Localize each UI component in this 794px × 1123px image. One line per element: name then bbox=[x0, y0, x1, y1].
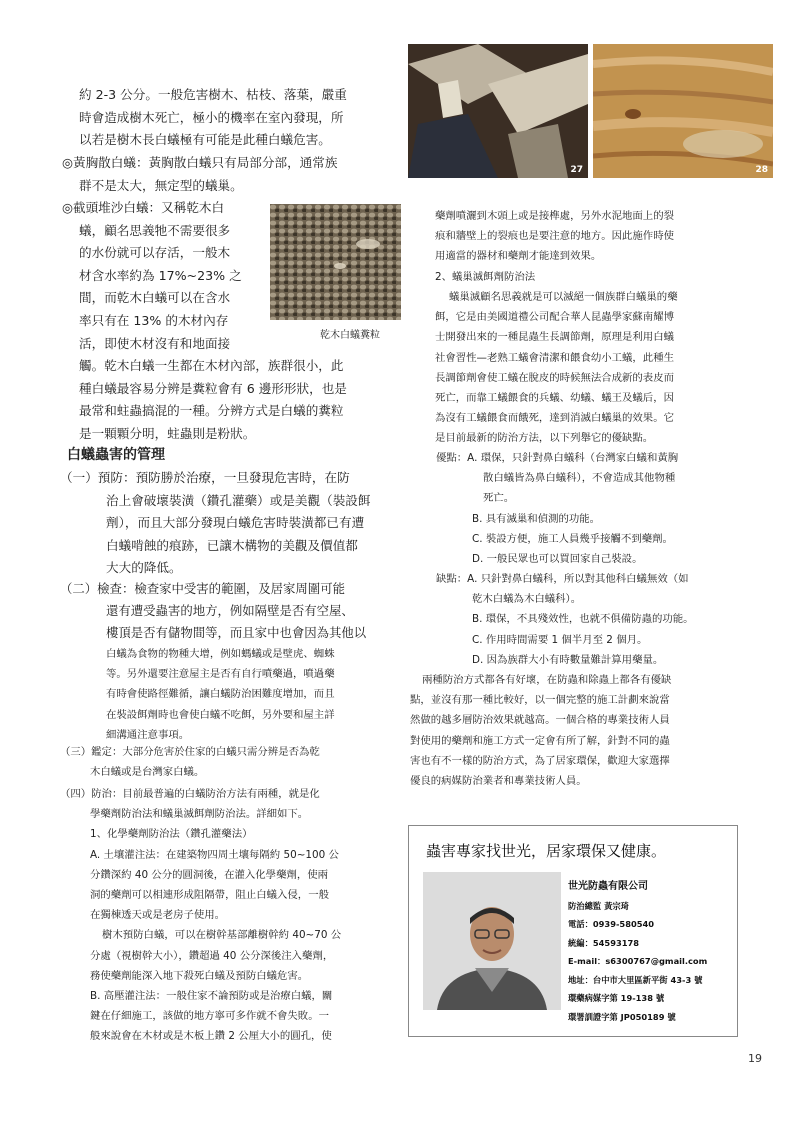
company-info bbox=[568, 878, 734, 1026]
text-line: 觸。乾木白蟻一生都在木材內部，族群很小，此 bbox=[79, 358, 344, 374]
advantages-list bbox=[436, 448, 746, 569]
text-line: （三）鑑定：大部分危害於住家的白蟻只需分辨是否為乾 bbox=[60, 746, 320, 758]
text-line: 社會習性—老熟工蟻會清潔和餵食幼小工蟻，此種生 bbox=[435, 351, 674, 364]
intro-paragraph bbox=[79, 84, 399, 152]
photo-number: 27 bbox=[570, 165, 583, 175]
text-line: 優良的病媒防治業者和專業技術人員。 bbox=[410, 775, 587, 788]
page-number: 19 bbox=[748, 1052, 762, 1065]
text-line: 以若是樹木長白蟻極有可能是此種白蟻危害。 bbox=[79, 132, 331, 148]
text-line: 大大的降低。 bbox=[106, 560, 182, 576]
text-line: （四）防治：目前最普遍的白蟻防治方法有兩種，就是化 bbox=[60, 788, 320, 800]
text-line: 最常和蛀蟲搞混的一種。分辨方式是白蟻的糞粒 bbox=[79, 403, 344, 419]
text-line: 白蟻為食物的物種大增，例如螞蟻或是壁虎、蜘蛛 bbox=[106, 648, 335, 660]
summary-paragraph bbox=[410, 670, 750, 791]
text-line: 學藥劑防治法和蟻巢滅餌劑防治法。詳細如下。 bbox=[90, 808, 309, 821]
text-line: 蟻巢滅顧名思義就是可以滅絕一個族群白蟻巢的藥 bbox=[449, 291, 678, 303]
tax-id: 統編：54593178 bbox=[568, 937, 640, 948]
text-line: 對使用的藥劑和施工方式一定會有所了解，針對不同的蟲 bbox=[410, 734, 670, 747]
email-address: E-mail：s6300767@gmail.com bbox=[568, 956, 708, 966]
inspection-paragraph bbox=[60, 578, 396, 645]
bait-method-title: 2、蟻巢滅餌劑防治法 bbox=[435, 270, 536, 283]
identification-paragraph bbox=[60, 742, 400, 782]
bait-paragraph bbox=[435, 287, 745, 449]
text-line: C. 作用時間需要 1 個半月至 2 個月。 bbox=[472, 633, 648, 646]
text-line: 長調節劑會使工蟻在脫皮的時候無法合成新的表皮而 bbox=[435, 371, 674, 384]
text-line: 還有遭受蟲害的地方，例如隔壁是否有空屋、 bbox=[106, 603, 354, 619]
text-line: 死亡。 bbox=[483, 492, 515, 505]
text-line: 分處（視樹幹大小），鑽超過 40 公分深後注入藥劑， bbox=[90, 949, 334, 962]
text-line: 然做的越多層防治效果就越高。一個合格的專業技術人員 bbox=[410, 714, 670, 727]
section-heading: 白蟻蟲害的管理 bbox=[67, 447, 165, 463]
control-paragraph bbox=[60, 784, 400, 1047]
text-line: 死亡，而靠工蟻餵食的兵蟻、幼蟻、蟻王及蟻后，因 bbox=[435, 392, 674, 405]
text-line: 種白蟻最容易分辨是糞粒會有 6 邊形形狀，也是 bbox=[79, 380, 347, 396]
ad-slogan: 蟲害專家找世光，居家環保又健康。 bbox=[426, 842, 667, 860]
text-line: 用適當的器材和藥劑才能達到效果。 bbox=[435, 250, 602, 263]
text-line: 樹木預防白蟻，可以在樹幹基部離樹幹約 40~70 公 bbox=[102, 929, 342, 942]
text-line: ◎截頭堆沙白蟻：又稱乾木白 bbox=[62, 200, 225, 215]
text-line: 散白蟻皆為鼻白蟻科），不會造成其他物種 bbox=[483, 472, 676, 485]
text-line: （一）預防：預防勝於治療，一旦發現危害時，在防 bbox=[60, 470, 350, 485]
text-line: 痕和牆壁上的裂痕也是要注意的地方。因此施作時使 bbox=[435, 230, 674, 243]
text-line: 為沒有工蟻餵食而餓死，達到消滅白蟻巢的效果。它 bbox=[435, 412, 674, 425]
inspection-continued bbox=[106, 644, 398, 745]
text-line: 分鑽深約 40 公分的圓洞後，在灌入化學藥劑，使兩 bbox=[90, 868, 329, 881]
company-name: 世光防蟲有限公司 bbox=[568, 881, 648, 892]
text-line: 白蟻啃蝕的痕跡，已讓木構物的美觀及價值都 bbox=[106, 537, 358, 553]
text-line: B. 高壓灌注法：一般住家不論預防或是治療白蟻，關 bbox=[90, 990, 333, 1003]
text-line: 有時會使路徑難循，讓白蟻防治困難度增加，而且 bbox=[106, 688, 335, 701]
text-line: 洞的藥劑可以相連形成阻隔帶，阻止白蟻入侵，一般 bbox=[90, 889, 329, 902]
text-line: 兩種防治方式都各有好壞，在防蟲和除蟲上都各有優缺 bbox=[422, 674, 672, 686]
text-line: 缺點：A. 只針對鼻白蟻科，所以對其他科白蟻無效（如 bbox=[436, 573, 689, 585]
frass-pellet-photo bbox=[270, 204, 401, 320]
text-line: 優點：A. 環保，只針對鼻白蟻科（台灣家白蟻和黃胸 bbox=[436, 452, 679, 464]
text-line: 是一顆顆分明，蛀蟲則是粉狀。 bbox=[79, 425, 256, 441]
termite-damage-photo bbox=[408, 44, 588, 178]
text-line: 乾木白蟻為木白蟻科）。 bbox=[472, 593, 582, 606]
text-line: 在裝設餌劑時也會使白蟻不吃餌，另外要和屋主詳 bbox=[106, 708, 335, 721]
text-line: 細溝通注意事項。 bbox=[106, 728, 190, 741]
text-line: 群不是太大，無定型的蟻巢。 bbox=[79, 177, 243, 193]
training-certificate: 環署訓證字第 JP050189 號 bbox=[568, 1011, 676, 1022]
text-line: B. 環保，不具殘效性，也就不俱備防蟲的功能。 bbox=[472, 613, 694, 626]
text-line: C. 裝設方便，施工人員幾乎接觸不到藥劑。 bbox=[472, 532, 673, 545]
text-line: 劑），而且大部分發現白蟻危害時裝潢都已有遭 bbox=[106, 515, 365, 531]
text-line: 餌，它是由美國道禮公司配合華人昆蟲學家蘇南耀博 bbox=[435, 311, 674, 324]
disadvantages-list bbox=[436, 569, 746, 670]
text-line: 約 2-3 公分。一般危害樹木、枯枝、落葉，嚴重 bbox=[79, 87, 347, 102]
text-line: 等。另外還要注意屋主是否有自行噴藥過，噴過藥 bbox=[106, 668, 335, 681]
text-line: D. 一般民眾也可以買回家自己裝設。 bbox=[472, 553, 643, 566]
text-line: 害也有不一樣的防治方式，為了居家環保，歡迎大家選擇 bbox=[410, 754, 670, 767]
text-line: 樓頂是否有儲物間等，而且家中也會因為其他以 bbox=[106, 625, 367, 641]
company-ad-card bbox=[408, 825, 738, 1037]
text-line: 般來說會在木材或是木板上鑽 2 公厘大小的圓孔，使 bbox=[90, 1030, 332, 1043]
text-line: 是目前最新的防治方法，以下列舉它的優缺點。 bbox=[435, 432, 654, 445]
company-address: 地址：台中市大里區新平街 43-3 號 bbox=[568, 974, 703, 985]
text-line: 時會造成樹木死亡，極小的機率在室內發現，所 bbox=[79, 109, 344, 125]
photo-number: 28 bbox=[755, 165, 768, 175]
text-line: 活，即使木材沒有和地面接 bbox=[79, 335, 231, 351]
prevention-paragraph bbox=[60, 467, 396, 580]
text-line: 蟻，顧名思義牠不需要很多 bbox=[79, 222, 231, 238]
text-line: 木白蟻或是台灣家白蟻。 bbox=[90, 766, 205, 779]
text-line: 鍵在仔細施工，該做的地方寧可多作就不會失敗。一 bbox=[90, 1010, 329, 1023]
phone-number: 電話：0939-580540 bbox=[568, 919, 655, 929]
text-line: 率只有在 13% 的木材內存 bbox=[79, 312, 229, 328]
text-line: 士開發出來的一種昆蟲生長調節劑，原理是利用白蟻 bbox=[435, 331, 674, 344]
text-line: 務使藥劑能深入地下殺死白蟻及預防白蟻危害。 bbox=[90, 969, 309, 982]
text-line: 材含水率約為 17%~23% 之 bbox=[79, 267, 242, 283]
text-line: B. 具有滅巢和偵測的功能。 bbox=[472, 512, 601, 525]
text-line: ◎黃胸散白蟻：黃胸散白蟻只有局部分部，通常族 bbox=[62, 155, 338, 170]
supervisor-name: 防治總監 黃宗琦 bbox=[568, 900, 629, 911]
text-line: 的水份就可以存活，一般木 bbox=[79, 245, 231, 261]
pellet-caption: 乾木白蟻糞粒 bbox=[320, 330, 380, 341]
yellow-termite-paragraph bbox=[62, 152, 402, 197]
text-line: A. 土壤灌注法：在建築物四周土壤每隔約 50~100 公 bbox=[90, 848, 339, 861]
supervisor-portrait bbox=[423, 872, 561, 1010]
text-line: 間，而乾木白蟻可以在含水 bbox=[79, 290, 231, 306]
text-line: D. 因為族群大小有時數量難計算用藥量。 bbox=[472, 653, 664, 666]
wood-grain-photo bbox=[593, 44, 773, 178]
text-line: 點，並沒有那一種比較好，以一個完整的施工計劃來說當 bbox=[410, 694, 670, 707]
text-line: （二）檢查：檢查家中受害的範圍，及居家周圍可能 bbox=[60, 581, 345, 596]
license-number: 環藥病媒字第 19-138 號 bbox=[568, 993, 665, 1003]
text-line: 藥劑噴灑到木頭上或是接榫處，另外水泥地面上的裂 bbox=[435, 210, 674, 222]
chem-continued bbox=[435, 206, 745, 287]
text-line: 治上會破壞裝潢（鑽孔灌藥）或是美觀（裝設餌 bbox=[106, 492, 371, 508]
chem-method-title: 1、化學藥劑防治法（鑽孔灌藥法） bbox=[90, 828, 253, 841]
text-line: 在獨棟透天或是老房子使用。 bbox=[90, 909, 226, 922]
